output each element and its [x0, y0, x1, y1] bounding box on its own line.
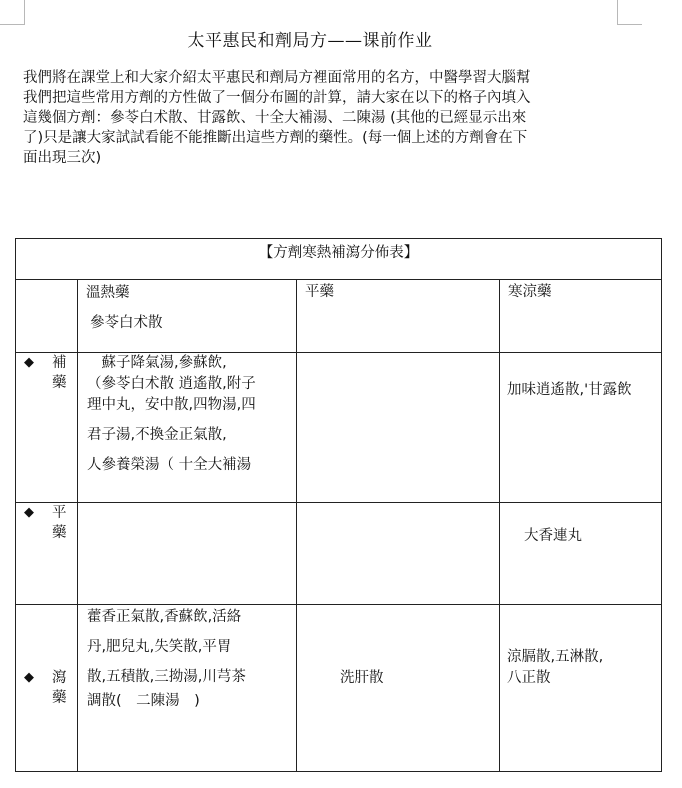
page-corner-mark — [0, 0, 25, 25]
cold-tonify-line: 加味逍遙散,'甘露飲 — [507, 382, 632, 398]
document-title: 太平惠民和劑局方——课前作业 — [187, 31, 433, 51]
column-header-neutral: 平藥 — [305, 284, 334, 300]
intro-line: 面出現三次) — [23, 150, 102, 166]
bullet-diamond-icon: ◆ — [24, 505, 34, 520]
row-label-text: 平藥 — [52, 505, 67, 541]
warm-purge-line: 散,五積散,三拗湯,川芎茶 — [87, 669, 246, 685]
warm-tonify-line: 人參養榮湯（ 十全大補湯 — [87, 457, 252, 473]
warm-purge-line: 調散( 二陳湯 ) — [87, 693, 200, 709]
empty-corner-cell — [16, 280, 78, 353]
neutral-neutral-cell — [297, 503, 500, 605]
cold-neutral-line: 大香連丸 — [524, 528, 582, 544]
bullet-diamond-icon: ◆ — [24, 670, 34, 685]
cold-purge-line: 八正散 — [507, 670, 551, 686]
intro-line: 我們把這些常用方劑的方性做了一個分布圖的計算，請大家在以下的格子內填入 — [23, 90, 531, 106]
column-header-warm: 溫熱藥 — [86, 285, 130, 301]
neutral-purge-line: 洗肝散 — [340, 670, 384, 686]
column-header-cold: 寒涼藥 — [508, 284, 552, 300]
warm-tonify-line: 理中丸，安中散,四物湯,四 — [87, 397, 256, 413]
warm-purge-line: 丹,肥兒丸,失笑散,平胃 — [87, 639, 232, 655]
row-label-neutral — [16, 503, 78, 605]
formula-distribution-table — [15, 238, 662, 772]
intro-paragraph — [23, 68, 623, 168]
row-label-text: 補藥 — [52, 355, 67, 391]
warm-tonify-line: 蘇子降氣湯,參蘇飲, — [87, 355, 227, 371]
neutral-tonify-cell — [297, 353, 500, 503]
intro-line: 了)只是讓大家試試看能不能推斷出這些方劑的藥性。(每一個上述的方劑會在下 — [23, 130, 528, 146]
warm-tonify-line: 君子湯,不換金正氣散, — [87, 427, 227, 443]
header-warm-entry: 參苓白术散 — [90, 315, 163, 331]
intro-line: 這幾個方劑：參苓白术散、甘露飲、十全大補湯、二陳湯 (其他的已經显示出來 — [23, 110, 527, 126]
bullet-diamond-icon: ◆ — [24, 355, 34, 370]
cold-purge-line: 涼膈散,五淋散, — [507, 649, 604, 665]
table-caption: 【方劑寒熱補瀉分佈表】 — [16, 239, 662, 280]
row-label-tonify — [16, 353, 78, 503]
intro-line: 我們將在課堂上和大家介紹太平惠民和劑局方裡面常用的名方，中醫學習大腦幫 — [23, 70, 531, 86]
warm-tonify-line: （參苓白术散 逍遙散,附子 — [87, 376, 256, 392]
row-label-text: 瀉藥 — [52, 670, 67, 706]
warm-neutral-cell — [78, 503, 297, 605]
row-label-purge — [16, 605, 78, 772]
page-corner-mark — [617, 0, 642, 25]
warm-purge-line: 藿香正氣散,香蘇飲,活絡 — [87, 609, 242, 625]
